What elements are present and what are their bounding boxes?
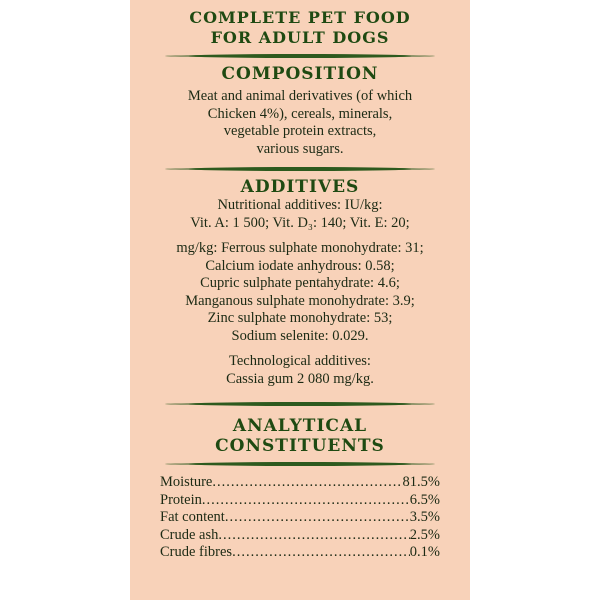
table-row bbox=[160, 474, 440, 492]
additives-heading: ADDITIVES bbox=[240, 177, 360, 197]
mineral-line: Cupric sulphate pentahydrate: 4.6; bbox=[200, 275, 400, 291]
divider-rule bbox=[165, 167, 435, 171]
composition-line: vegetable protein extracts, bbox=[223, 123, 377, 139]
nutritional-intro: Nutritional additives: IU/kg: bbox=[217, 197, 383, 213]
label-title-line2: FOR ADULT DOGS bbox=[210, 28, 390, 47]
mineral-line: mg/kg: Ferrous sulphate monohydrate: 31; bbox=[176, 240, 424, 256]
constituent-name: Fat content bbox=[160, 509, 225, 525]
constituents-table bbox=[160, 474, 440, 562]
constituent-value: 2.5% bbox=[409, 526, 440, 543]
composition-line: Meat and animal derivatives (of which bbox=[187, 88, 413, 104]
constituent-name: Protein bbox=[160, 491, 202, 508]
composition-line: Chicken 4%), cereals, minerals, bbox=[207, 105, 393, 122]
additives-technological bbox=[130, 353, 470, 388]
constituent-value: 6.5% bbox=[409, 491, 440, 508]
label-title-line1: COMPLETE PET FOOD bbox=[189, 8, 411, 27]
table-row bbox=[160, 492, 440, 510]
vitamins-line: Vit. A: 1 500; Vit. D₃: 140; Vit. E: 20; bbox=[190, 214, 410, 231]
pet-food-label bbox=[130, 0, 470, 600]
analytical-heading-line1: ANALYTICAL bbox=[232, 416, 368, 436]
constituent-value: 0.1% bbox=[409, 544, 440, 560]
dot-leader bbox=[212, 474, 402, 492]
mineral-line: Zinc sulphate monohydrate: 53; bbox=[207, 310, 393, 326]
additives-nutritional bbox=[130, 197, 470, 232]
divider-rule bbox=[165, 462, 435, 466]
composition-heading: COMPOSITION bbox=[221, 64, 379, 84]
dot-leader bbox=[218, 527, 409, 545]
dot-leader bbox=[225, 509, 410, 527]
divider-rule bbox=[165, 54, 435, 58]
label-title bbox=[130, 0, 470, 48]
constituent-value: 81.5% bbox=[402, 474, 440, 490]
additives-minerals bbox=[130, 240, 470, 345]
table-row bbox=[160, 509, 440, 527]
technological-intro: Technological additives: bbox=[229, 353, 371, 369]
analytical-heading bbox=[130, 416, 470, 456]
mineral-line: Calcium iodate anhydrous: 0.58; bbox=[205, 257, 395, 274]
constituent-value: 3.5% bbox=[409, 509, 440, 525]
constituent-name: Moisture bbox=[160, 474, 213, 490]
analytical-heading-line2: CONSTITUENTS bbox=[215, 436, 385, 456]
constituent-name: Crude fibres bbox=[160, 544, 233, 560]
dot-leader bbox=[202, 492, 410, 510]
table-row bbox=[160, 527, 440, 545]
table-row bbox=[160, 544, 440, 562]
mineral-line: Sodium selenite: 0.029. bbox=[231, 327, 369, 344]
composition-line: various sugars. bbox=[256, 140, 344, 157]
mineral-line: Manganous sulphate monohydrate: 3.9; bbox=[185, 292, 415, 309]
constituent-name: Crude ash bbox=[160, 526, 219, 543]
dot-leader bbox=[232, 544, 410, 562]
composition-text bbox=[130, 88, 470, 158]
divider-rule bbox=[165, 402, 435, 406]
technological-value: Cassia gum 2 080 mg/kg. bbox=[226, 370, 374, 387]
